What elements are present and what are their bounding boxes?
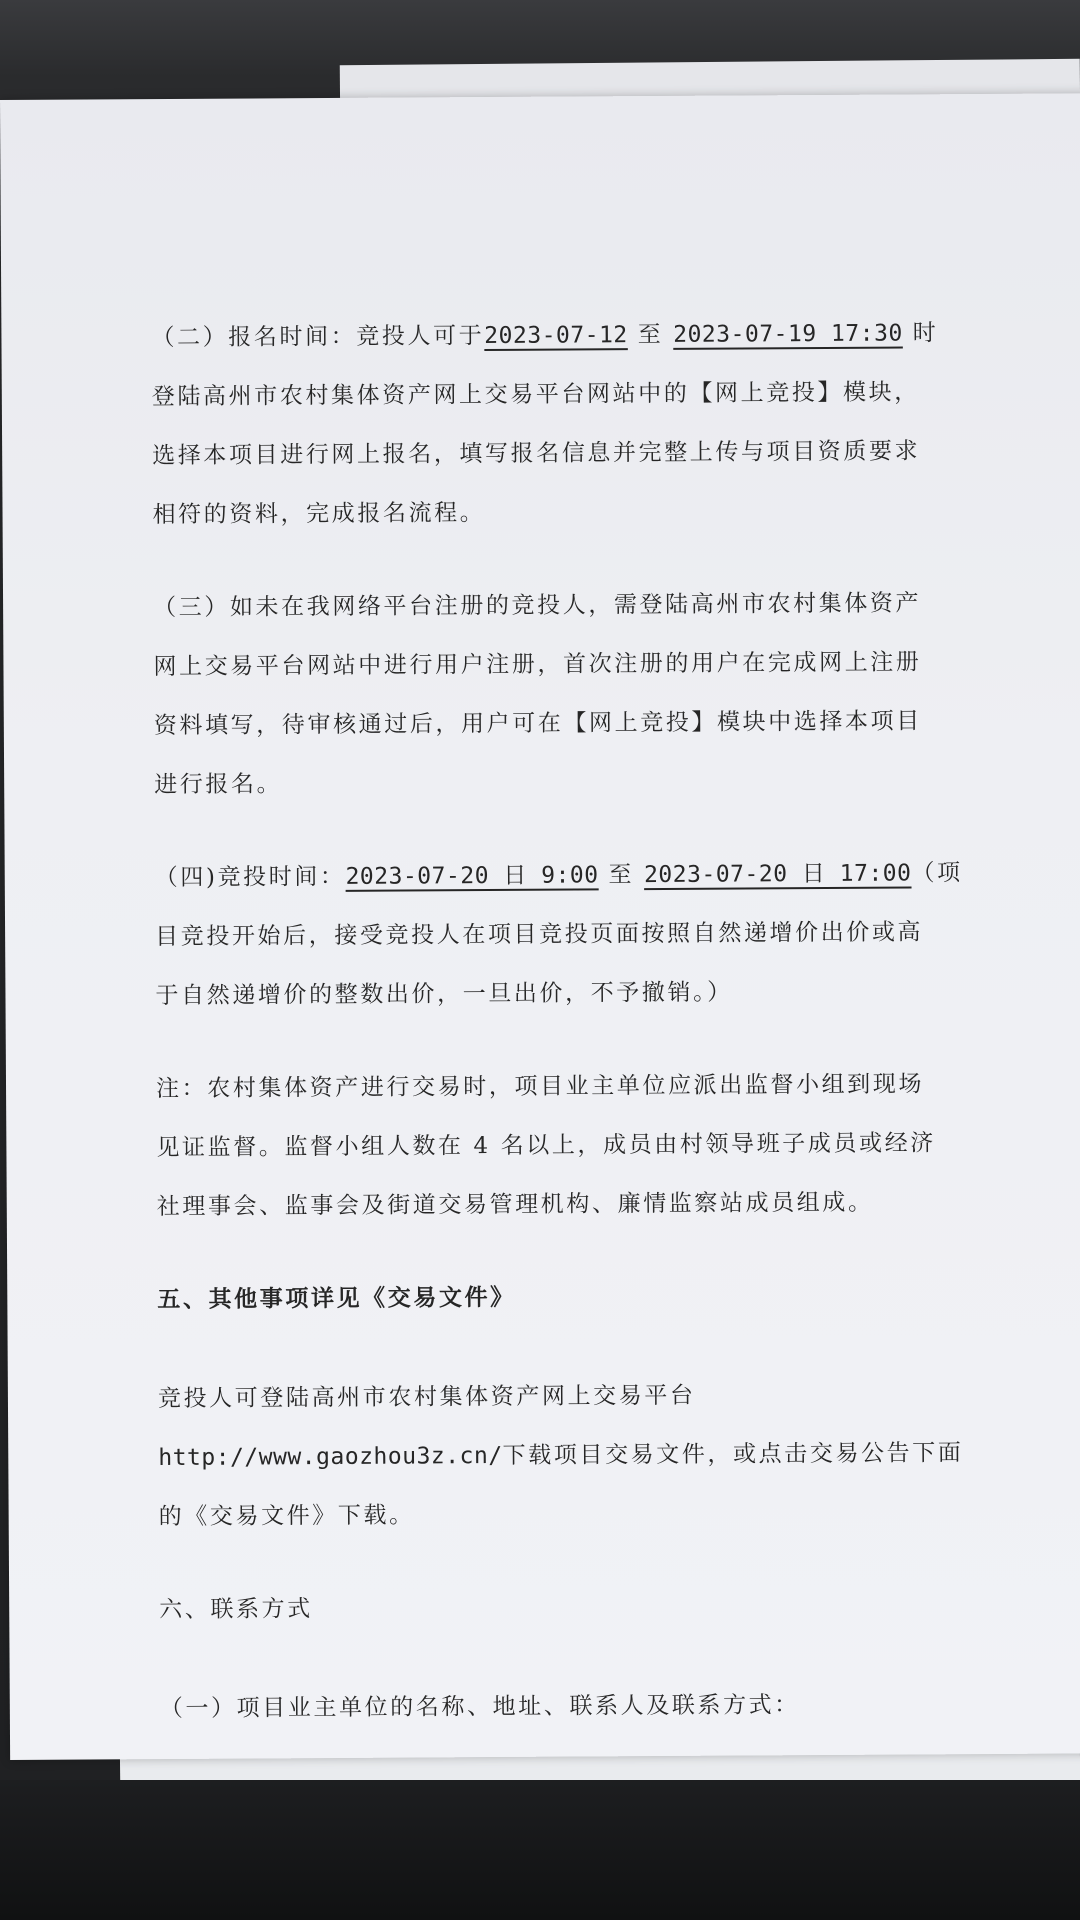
section-unregistered-bidders: [153, 574, 954, 815]
note-line-3: 社理事会、监事会及街道交易管理机构、廉情监察站成员组成。: [156, 1189, 874, 1221]
platform-url: http://www.gaozhou3z.cn/: [158, 1442, 503, 1472]
bidding-line-3: 于自然递增价的整数出价，一旦出价，不予撤销。）: [155, 979, 733, 1010]
note-line-1: 注：农村集体资产进行交易时，项目业主单位应派出监督小组到现场: [155, 1071, 925, 1103]
bidding-line-2: 目竞投开始后，接受竞投人在项目竞投页面按照自然递增价出价或高: [155, 919, 924, 951]
registration-end-date: 2023-07-19 17:30: [673, 320, 903, 348]
download-line-2-rest: 下载项目交易文件，或点击交易公告下面: [502, 1440, 964, 1469]
document-page: [0, 93, 1080, 1760]
section-note: [156, 1055, 957, 1237]
bidding-to: 至: [608, 862, 635, 889]
registration-line-3: 选择本项目进行网上报名，填写报名信息并完整上传与项目资质要求: [152, 438, 921, 470]
unregistered-line-1: （三）如未在我网络平台注册的竞投人，需登陆高州市农村集体资产: [153, 590, 922, 622]
section-registration-time: [151, 304, 952, 545]
unregistered-line-4: 进行报名。: [154, 771, 283, 799]
unregistered-line-2: 网上交易平台网站中进行用户注册，首次注册的用户在完成网上注册: [153, 649, 922, 681]
bidding-end-time: 2023-07-20 日 17:00: [643, 860, 912, 889]
bidding-label: （四)竞投时间：: [154, 863, 346, 892]
registration-label: （二）报名时间：竞投人可于: [151, 323, 485, 352]
section-download: [157, 1365, 964, 1547]
registration-line-2: 登陆高州市农村集体资产网上交易平台网站中的【网上竞投】模块，: [151, 379, 920, 411]
registration-start-date: 2023-07-12: [484, 322, 628, 350]
heading-other-matters: 五、其他事项详见《交易文件》: [157, 1284, 516, 1314]
bidding-line-1: [154, 844, 963, 908]
registration-line-4: 相符的资料，完成报名流程。: [152, 500, 486, 529]
download-line-2: [158, 1424, 964, 1488]
section-contact: [160, 1675, 960, 1739]
bidding-suffix: （项: [911, 860, 963, 887]
download-line-3: 的《交易文件》下载。: [158, 1502, 415, 1531]
download-line-1: 竞投人可登陆高州市农村集体资产网上交易平台: [157, 1382, 696, 1413]
desk-surface: [0, 1780, 1080, 1920]
bidding-start-time: 2023-07-20 日 9:00: [345, 862, 599, 890]
heading-contact: 六、联系方式: [159, 1596, 313, 1624]
contact-line-1: （一）项目业主单位的名称、地址、联系人及联系方式：: [159, 1692, 800, 1723]
section-bidding-time: [154, 844, 963, 1026]
unregistered-line-3: 资料填写，待审核通过后，用户可在【网上竞投】模块中选择本项目: [153, 708, 922, 740]
registration-to: 至: [637, 321, 664, 349]
document-body: [151, 304, 964, 1773]
note-line-2: 见证监督。监督小组人数在 4 名以上，成员由村领导班子成员或经济: [156, 1130, 936, 1162]
registration-line-1: [151, 304, 951, 368]
registration-suffix: 时: [912, 320, 939, 347]
